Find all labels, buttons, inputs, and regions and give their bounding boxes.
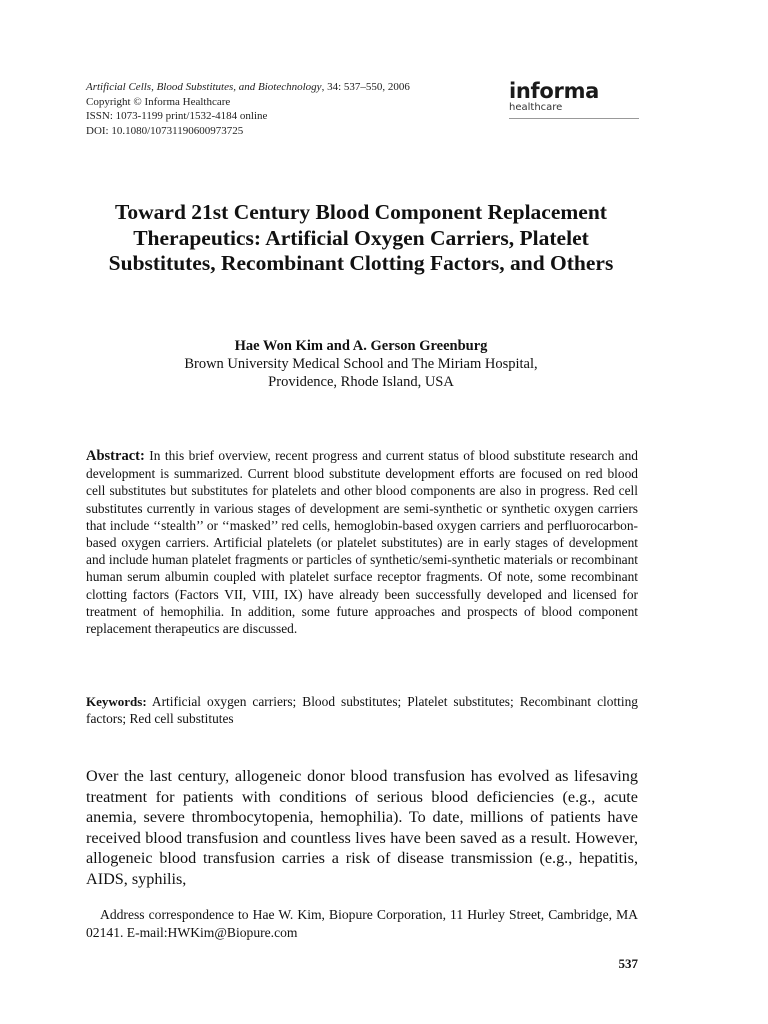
publisher-logo (509, 79, 639, 119)
keywords-label: Keywords: (86, 694, 147, 709)
abstract (86, 447, 638, 637)
article-authors: Hae Won Kim and A. Gerson Greenburg (234, 338, 488, 354)
issn-line: ISSN: 1073-1199 print/1532-4184 online (86, 110, 268, 122)
copyright-line: Copyright © Informa Healthcare (86, 95, 231, 108)
affiliation-line-2: Providence, Rhode Island, USA (268, 374, 454, 390)
publisher-logo-brand: informa (509, 79, 600, 103)
article-title: Toward 21st Century Blood Component Replacement Therapeutics: Artificial Oxygen Carriers, Platelet Substitutes, Recombinant Clotting Factors, and Others (108, 200, 614, 275)
abstract-text: In this brief overview, recent progress and current status of blood substitute research and development is summarized. Current blood substitute development efforts are focused on red blood cell substitutes but substitutes for platelets and other blood components are also in progress. Red cell substitutes currently in various stages of development are semi-synthetic or synthetic oxygen carriers that include ‘‘stealth’’ or ‘‘masked’’ red cells, hemoglobin-based oxygen carriers and perfluorocarbon-based oxygen carriers. Artificial platelets (or platelet substitutes) are in early stages of development and include human platelet fragments or particles of synthetic/semi-synthetic materials or recombinant human serum albumin coupled with platelet surface receptor fragments. Of note, some recombinant clotting factors (Factors VII, VIII, IX) have already been successfully developed and licensed for treatment of hemophilia. In addition, some future approaches and prospects of blood component replacement therapeutics are discussed. (86, 448, 638, 637)
keywords-text: Artificial oxygen carriers; Blood substitutes; Platelet substitutes; Recombinant clotting factors; Red cell substitutes (86, 694, 638, 727)
abstract-label: Abstract: (86, 448, 145, 464)
body-paragraph: Over the last century, allogeneic donor blood transfusion has evolved as lifesaving treatment for patients with conditions of serious blood deficiencies (e.g., acute anemia, severe thrombocytopenia, hemophilia). To date, millions of patients have received blood transfusion and countless lives have been saved as a result. However, allogeneic blood transfusion carries a risk of disease transmission (e.g., hepatitis, AIDS, syphilis, (86, 767, 638, 888)
logo-divider (509, 118, 639, 119)
journal-volume-pages: , 34: 537–550, 2006 (321, 81, 410, 93)
keywords (86, 693, 638, 727)
journal-citation-line (86, 80, 506, 95)
journal-title: Artificial Cells, Blood Substitutes, and Biotechnology (86, 81, 322, 93)
journal-header (86, 80, 506, 138)
correspondence-footnote: Address correspondence to Hae W. Kim, Biopure Corporation, 11 Hurley Street, Cambridge, MA 02141. E-mail:HWKim@Biopure.com (86, 907, 638, 940)
doi-line: DOI: 10.1080/10731190600973725 (86, 124, 244, 137)
author-affiliation (86, 355, 636, 391)
affiliation-line-1: Brown University Medical School and The Miriam Hospital, (184, 356, 538, 372)
publisher-logo-sub: healthcare (509, 102, 563, 113)
page-number: 537 (618, 956, 638, 971)
